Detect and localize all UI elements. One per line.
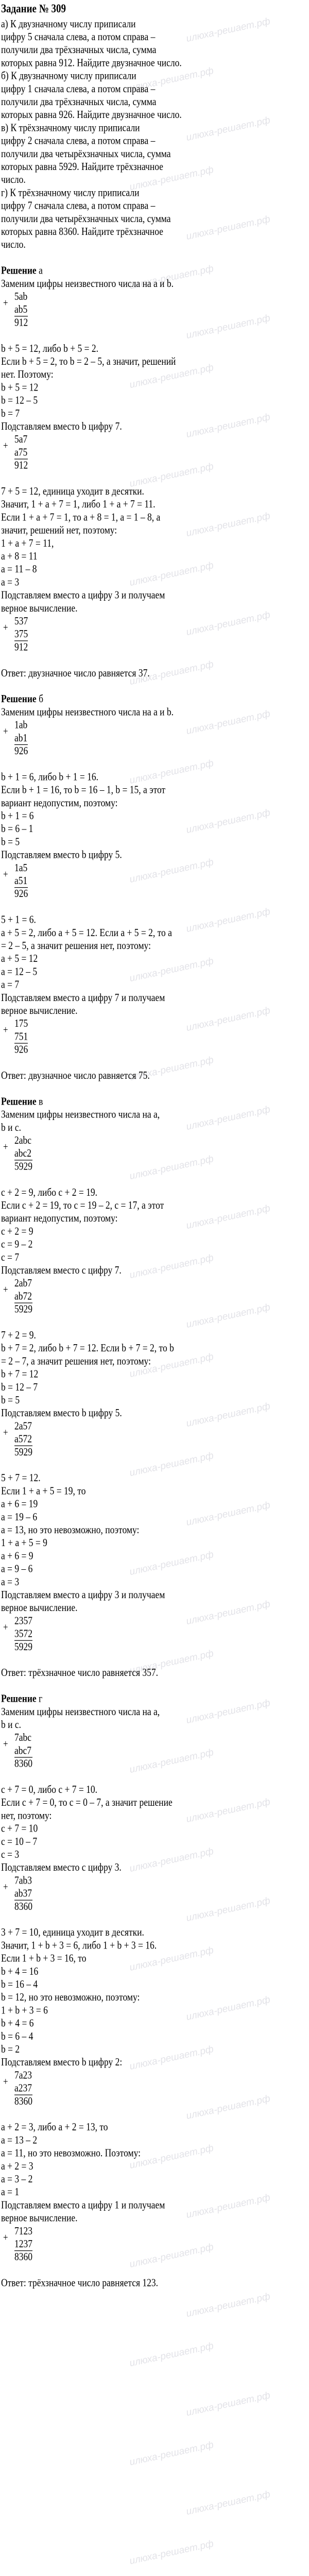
text-line: b = 5 xyxy=(1,835,20,848)
column-addend-first xyxy=(0,1277,309,1295)
watermark: илюха-решает.рф xyxy=(185,1301,271,1331)
text-line: получили два трёхзначных числа, сумма xyxy=(1,95,157,108)
sum-value: 912 xyxy=(14,640,28,653)
solution-heading-label: Решение xyxy=(1,1095,39,1108)
text-line: Подставляем вместо a цифру 7 и получаем xyxy=(1,991,165,1004)
plus-sign: + xyxy=(3,1141,8,1153)
spacer xyxy=(0,1679,309,1692)
column-sum xyxy=(0,2250,309,2263)
text-line: Если b + 5 = 2, то b = 2 – 5, а значит, решений xyxy=(1,354,176,367)
text-line: Если 1 + b + 3 = 16, то xyxy=(1,1952,87,1964)
text-line: число. xyxy=(1,238,26,251)
column-addend-first xyxy=(0,2224,309,2243)
text-line: которых равна 5929. Найдите трёхзначное xyxy=(1,160,163,173)
column-sum xyxy=(0,887,309,900)
watermark: илюха-решает.рф xyxy=(128,1549,215,1578)
watermark: илюха-решает.рф xyxy=(185,609,271,638)
column-addend-second: a572 xyxy=(14,1432,32,1445)
text-line: цифру 7 сначала слева, а потом справа – xyxy=(1,199,156,212)
watermark: илюха-решает.рф xyxy=(128,164,215,193)
text-line: Подставляем вместо b цифру 5. xyxy=(1,848,122,861)
watermark: илюха-решает.рф xyxy=(185,1202,271,1232)
spacer xyxy=(0,1459,309,1471)
watermark: илюха-решает.рф xyxy=(185,1895,271,1924)
column-addend-second: ab72 xyxy=(14,1290,32,1302)
text-line: 3 + 7 = 10, единица уходит в десятки. xyxy=(1,1926,144,1939)
watermark: илюха-решает.рф xyxy=(128,560,215,589)
text-line: b и c. xyxy=(1,1121,22,1133)
solution-heading xyxy=(0,1692,309,1705)
text-line: Ответ: трёхзначное число равняется 357. xyxy=(1,1666,159,1679)
column-addend-second: ab1 xyxy=(14,731,28,744)
spacer xyxy=(0,1082,309,1095)
text-line: c = 10 – 7 xyxy=(1,1835,38,1848)
text-line: c = 3 xyxy=(1,1848,20,1860)
text-line: b + 1 = 6, либо b + 1 = 16. xyxy=(1,770,98,783)
column-addend-first xyxy=(0,1614,309,1633)
column-addend-second: 1237 xyxy=(14,2237,32,2250)
text-line: значит, решений нет, поэтому: xyxy=(1,523,117,536)
watermark: илюха-решает.рф xyxy=(185,906,271,935)
watermark: илюха-решает.рф xyxy=(128,1944,215,1974)
spacer xyxy=(0,1653,309,1666)
text-line: Заменим цифры неизвестного числа на a, xyxy=(1,1705,160,1718)
text-line: b = 5 xyxy=(1,1393,20,1406)
text-line: вариант недопустим, поэтому: xyxy=(1,1212,118,1224)
column-sum xyxy=(0,1302,309,1315)
sum-value: 5929 xyxy=(14,1445,32,1458)
text-line: b = 16 – 4 xyxy=(1,1977,38,1990)
text-line: Если 1 + a + 7 = 1, то a + 8 = 1, a = 1 – 8, а xyxy=(1,511,161,523)
column-addend-second: a75 xyxy=(14,446,28,459)
text-line: которых равна 912. Найдите двузначное число. xyxy=(1,56,182,69)
text-line: a = 12 – 5 xyxy=(1,965,38,978)
sum-value: 926 xyxy=(14,1043,28,1056)
watermark: илюха-решает.рф xyxy=(185,2488,271,2518)
column-addend-first xyxy=(0,1731,309,1750)
addend-value: 1ab xyxy=(14,718,28,731)
solution-heading-part: а xyxy=(39,264,43,277)
solution-heading-part: б xyxy=(39,692,43,705)
spacer xyxy=(0,680,309,692)
text-line: b + 5 = 12 xyxy=(1,381,39,394)
column-addend-second: 375 xyxy=(14,628,28,640)
text-line: a + 2 = 3, либо a + 2 = 13, то xyxy=(1,2121,108,2133)
text-line: b = 2 xyxy=(1,2042,20,2055)
watermark: илюха-решает.рф xyxy=(185,2291,271,2320)
addend-value: 5ab xyxy=(14,290,28,302)
watermark: илюха-решает.рф xyxy=(128,856,215,886)
column-sum xyxy=(0,459,309,471)
addend-value: 537 xyxy=(14,614,28,627)
watermark: илюха-решает.рф xyxy=(128,2142,215,2172)
text-line: b = 7 xyxy=(1,406,20,419)
text-line: получили два трёхзначных числа, сумма xyxy=(1,43,157,56)
plus-sign: + xyxy=(3,2231,8,2243)
watermark: илюха-решает.рф xyxy=(185,1598,271,1628)
solution-heading-part: в xyxy=(39,1095,43,1108)
column-sum xyxy=(0,1900,309,1913)
column-addend-second: 751 xyxy=(14,1030,28,1043)
text-line: нет. Поэтому: xyxy=(1,368,54,380)
watermark: илюха-решает.рф xyxy=(185,1796,271,1825)
spacer xyxy=(0,2263,309,2276)
plus-sign: + xyxy=(3,1621,8,1633)
text-line: c + 2 = 9 xyxy=(1,1225,33,1238)
watermark: илюха-решает.рф xyxy=(185,2093,271,2122)
column-addend-first xyxy=(0,433,309,452)
plus-sign: + xyxy=(3,868,8,880)
text-line: верное вычисление. xyxy=(1,1601,78,1614)
plus-sign: + xyxy=(3,621,8,633)
text-line: которых равна 8360. Найдите трёхзначное xyxy=(1,225,163,238)
column-sum xyxy=(0,1043,309,1056)
column-addend-second: abc7 xyxy=(14,1744,32,1757)
text-line: г) К трёхзначному числу приписали xyxy=(1,186,140,199)
text-line: Значит, 1 + a + 7 = 1, либо 1 + a + 7 = 11. xyxy=(1,498,156,511)
text-line: Заменим цифры неизвестного числа на a и b. xyxy=(1,705,174,718)
addend-value: 5a7 xyxy=(14,433,28,446)
watermark: илюха-решает.рф xyxy=(128,1450,215,1479)
addend-value: 7ab3 xyxy=(14,1874,32,1887)
sum-value: 926 xyxy=(14,744,28,757)
solution-heading-label: Решение xyxy=(1,692,39,705)
text-line: b = 6 – 1 xyxy=(1,822,33,835)
text-line: Если c + 2 = 19, то c = 19 – 2, c = 17, а этот xyxy=(1,1198,164,1211)
text-line: b = 12 – 5 xyxy=(1,394,38,406)
text-line: = 2 – 5, а значит решения нет, поэтому: xyxy=(1,939,151,952)
text-line: получили два четырёхзначных числа, сумма xyxy=(1,212,171,225)
watermark: илюха-решает.рф xyxy=(128,658,215,688)
text-line: b + 1 = 6 xyxy=(1,809,34,822)
text-line: Подставляем вместо a цифру 1 и получаем xyxy=(1,2198,165,2211)
text-line: a = 19 – 6 xyxy=(1,1510,38,1523)
text-line: 5 + 1 = 6. xyxy=(1,913,36,926)
solution-heading xyxy=(0,692,309,705)
sum-value: 926 xyxy=(14,887,28,900)
text-line: a = 3 xyxy=(1,1575,20,1588)
text-line: Если c + 7 = 0, то c = 0 – 7, а значит решение xyxy=(1,1796,173,1809)
watermark: илюха-решает.рф xyxy=(128,461,215,490)
watermark: илюха-решает.рф xyxy=(128,2043,215,2073)
addend-value: 2ab7 xyxy=(14,1277,32,1289)
text-line: 5 + 7 = 12. xyxy=(1,1471,41,1484)
plus-sign: + xyxy=(3,725,8,737)
addend-value: 2a57 xyxy=(14,1419,32,1432)
text-line: a + 5 = 12 xyxy=(1,952,38,965)
text-line: 7 + 2 = 9. xyxy=(1,1328,36,1341)
watermark: илюха-решает.рф xyxy=(128,1845,215,1875)
spacer xyxy=(0,1173,309,1185)
column-addend-first xyxy=(0,1874,309,1893)
watermark: илюха-решает.рф xyxy=(185,114,271,144)
text-line: цифру 5 сначала слева, а потом справа – xyxy=(1,30,156,43)
watermark: илюха-решает.рф xyxy=(185,708,271,737)
text-line: 1 + a + 7 = 11, xyxy=(1,536,54,549)
addend-value: 7123 xyxy=(14,2224,32,2237)
text-line: 7 + 5 = 12, единица уходит в десятки. xyxy=(1,484,144,497)
sum-value: 8360 xyxy=(14,1900,32,1912)
watermark: илюха-решает.рф xyxy=(185,1400,271,1430)
solution-heading-label: Решение xyxy=(1,1692,39,1705)
text-line: a + 2 = 3 xyxy=(1,2159,33,2172)
column-addend-second: 3572 xyxy=(14,1627,32,1640)
text-line: Подставляем вместо a цифру 3 и получаем xyxy=(1,1588,165,1601)
sum-value: 8360 xyxy=(14,2094,32,2107)
spacer xyxy=(0,1770,309,1783)
text-line: b = 6 – 4 xyxy=(1,2029,33,2042)
text-line: вариант недопустим, поэтому: xyxy=(1,796,118,809)
spacer xyxy=(0,472,309,485)
plus-sign: + xyxy=(3,1024,8,1036)
column-sum xyxy=(0,1757,309,1770)
spacer xyxy=(0,1056,309,1069)
text-line: верное вычисление. xyxy=(1,1004,78,1016)
spacer xyxy=(0,757,309,770)
watermark: илюха-решает.рф xyxy=(185,1104,271,1133)
text-line: b = 12, но это невозможно, поэтому: xyxy=(1,1991,140,2004)
watermark: илюха-решает.рф xyxy=(185,510,271,539)
text-line: a + 6 = 19 xyxy=(1,1497,38,1510)
text-line: получили два четырёхзначных числа, сумма xyxy=(1,147,171,160)
watermark: илюха-решает.рф xyxy=(185,1005,271,1034)
text-line: Подставляем вместо b цифру 2: xyxy=(1,2056,123,2069)
watermark: илюха-решает.рф xyxy=(128,1252,215,1281)
text-line: b и c. xyxy=(1,1718,22,1731)
text-line: c = 7 xyxy=(1,1250,20,1263)
sum-value: 8360 xyxy=(14,2250,32,2263)
watermark: илюха-решает.рф xyxy=(185,1499,271,1529)
text-line: b + 4 = 16 xyxy=(1,1964,39,1977)
watermark: илюха-решает.рф xyxy=(185,2389,271,2419)
watermark: илюха-решает.рф xyxy=(185,1697,271,1726)
column-addend-second: abc2 xyxy=(14,1147,32,1159)
text-line: Если b + 1 = 16, то b = 16 – 1, b = 15, а этот xyxy=(1,783,166,796)
column-sum xyxy=(0,2095,309,2108)
text-line: a = 9 – 6 xyxy=(1,1562,33,1575)
text-line: b + 7 = 12 xyxy=(1,1367,39,1380)
text-line: которых равна 926. Найдите двузначное число. xyxy=(1,108,182,121)
text-line: Заменим цифры неизвестного числа на a, xyxy=(1,1108,160,1121)
watermark: илюха-решает.рф xyxy=(185,1994,271,2023)
plus-sign: + xyxy=(3,1283,8,1295)
text-line: c + 2 = 9, либо c + 2 = 19. xyxy=(1,1185,98,1198)
text-line: a = 3 xyxy=(1,575,20,588)
column-sum xyxy=(0,744,309,757)
text-line: б) К двузначному числу приписали xyxy=(1,69,136,82)
watermark: илюха-решает.рф xyxy=(128,263,215,292)
solution-heading-label: Решение xyxy=(1,264,39,277)
page-title: Задание № 309 xyxy=(1,2,66,16)
text-line: Если 1 + a + 5 = 19, то xyxy=(1,1484,86,1497)
watermark: илюха-решает.рф xyxy=(128,65,215,94)
text-line: = 2 – 7, а значит решения нет, поэтому: xyxy=(1,1354,151,1367)
watermark: илюха-решает.рф xyxy=(128,2439,215,2468)
text-line: b + 5 = 12, либо b + 5 = 2. xyxy=(1,342,98,354)
sum-value: 5929 xyxy=(14,1640,32,1653)
column-addend-second: a51 xyxy=(14,874,28,887)
text-line: a + 6 = 9 xyxy=(1,1549,33,1562)
watermark: илюха-решает.рф xyxy=(128,1747,215,1776)
text-line: c + 7 = 10 xyxy=(1,1822,38,1835)
spacer xyxy=(0,900,309,913)
watermark: илюха-решает.рф xyxy=(185,312,271,342)
solution-heading xyxy=(0,1095,309,1108)
text-line: Ответ: трёхзначное число равняется 123. xyxy=(1,2276,159,2289)
text-line: Подставляем вместо b цифру 7. xyxy=(1,419,122,432)
column-addend-first xyxy=(0,1419,309,1438)
column-addend-second: ab37 xyxy=(14,1887,32,1900)
watermark: илюха-решает.рф xyxy=(128,1351,215,1380)
text-line: Подставляем вместо c цифру 7. xyxy=(1,1263,122,1276)
text-line: b + 7 = 2, либо b + 7 = 12. Если b + 7 = 2, то b xyxy=(1,1342,174,1354)
text-line: a = 13 – 2 xyxy=(1,2133,38,2146)
text-line: 1 + b + 3 = 6 xyxy=(1,2004,48,2016)
text-line: верное вычисление. xyxy=(1,601,78,614)
text-line: Подставляем вместо a цифру 3 и получаем xyxy=(1,588,165,601)
watermark: илюха-решает.рф xyxy=(128,1054,215,1083)
watermark: илюха-решает.рф xyxy=(185,411,271,440)
text-line: c + 7 = 0, либо c + 7 = 10. xyxy=(1,1783,98,1795)
text-line: a + 5 = 2, либо a + 5 = 12. Если a + 5 = 2, то a xyxy=(1,926,172,939)
watermark: илюха-решает.рф xyxy=(128,1648,215,1677)
text-line: верное вычисление. xyxy=(1,2211,78,2224)
column-sum xyxy=(0,316,309,329)
spacer xyxy=(0,329,309,342)
plus-sign: + xyxy=(3,1426,8,1438)
text-line: а) К двузначному числу приписали xyxy=(1,17,136,30)
sum-value: 5929 xyxy=(14,1302,32,1315)
addend-value: 1a5 xyxy=(14,861,28,874)
watermark: илюха-решает.рф xyxy=(128,362,215,391)
text-line: нет, поэтому: xyxy=(1,1809,52,1822)
text-line: Подставляем вместо c цифру 3. xyxy=(1,1861,122,1874)
sum-value: 8360 xyxy=(14,1757,32,1770)
watermark: илюха-решает.рф xyxy=(185,2192,271,2221)
watermark: илюха-решает.рф xyxy=(128,955,215,985)
text-line: цифру 2 сначала слева, а потом справа – xyxy=(1,134,156,147)
watermark: илюха-решает.рф xyxy=(185,15,271,45)
addend-value: 7abc xyxy=(14,1731,32,1744)
addend-value: 2357 xyxy=(14,1614,32,1627)
column-addend-second: ab5 xyxy=(14,303,28,315)
column-sum xyxy=(0,1446,309,1459)
watermark: илюха-решает.рф xyxy=(128,2340,215,2369)
text-line: a = 11, но это невозможно. Поэтому: xyxy=(1,2146,141,2159)
plus-sign: + xyxy=(3,1738,8,1750)
solution-heading xyxy=(0,264,309,277)
sum-value: 912 xyxy=(14,316,28,329)
text-line: Ответ: двузначное число равняется 37. xyxy=(1,666,150,679)
text-line: Заменим цифры неизвестного числа на a и b. xyxy=(1,277,174,290)
watermark: илюха-решает.рф xyxy=(128,1153,215,1182)
watermark: илюха-решает.рф xyxy=(185,213,271,243)
text-line: Подставляем вместо b цифру 5. xyxy=(1,1406,122,1419)
column-sum xyxy=(0,1160,309,1173)
text-line: c = 9 – 2 xyxy=(1,1238,33,1250)
plus-sign: + xyxy=(3,2075,8,2088)
column-sum xyxy=(0,1640,309,1653)
plus-sign: + xyxy=(3,1880,8,1893)
sum-value: 912 xyxy=(14,459,28,471)
text-line: a + 8 = 11 xyxy=(1,549,38,562)
text-line: a = 1 xyxy=(1,2185,20,2198)
text-line: цифру 1 сначала слева, а потом справа – xyxy=(1,82,156,95)
text-line: a = 3 – 2 xyxy=(1,2172,33,2185)
watermark: илюха-решает.рф xyxy=(128,2538,215,2567)
plus-sign: + xyxy=(3,297,8,309)
watermark: илюха-решает.рф xyxy=(128,2241,215,2270)
column-addend-second: a237 xyxy=(14,2081,32,2094)
sum-value: 5929 xyxy=(14,1160,32,1173)
column-sum xyxy=(0,640,309,653)
plus-sign: + xyxy=(3,439,8,452)
text-line: b + 4 = 6 xyxy=(1,2016,34,2029)
text-line: число. xyxy=(1,173,26,185)
spacer xyxy=(0,2108,309,2121)
addend-value: 7a23 xyxy=(14,2069,32,2081)
solution-heading-part: г xyxy=(39,1692,43,1705)
text-line: a = 13, но это невозможно, поэтому: xyxy=(1,1523,140,1536)
text-line: Ответ: двузначное число равняется 75. xyxy=(1,1069,150,1081)
watermark: илюха-решает.рф xyxy=(128,757,215,787)
spacer xyxy=(0,1913,309,1926)
addend-value: 2abc xyxy=(14,1133,32,1146)
text-line: a = 7 xyxy=(1,978,20,991)
addend-value: 175 xyxy=(14,1017,28,1030)
spacer xyxy=(0,251,309,264)
watermark: илюха-решает.рф xyxy=(185,807,271,836)
text-line: Значит, 1 + b + 3 = 6, либо 1 + b + 3 = 16. xyxy=(1,1939,157,1952)
text-line: 1 + a + 5 = 9 xyxy=(1,1536,47,1549)
text-line: в) К трёхзначному числу приписали xyxy=(1,121,140,134)
text-line: a = 11 – 8 xyxy=(1,563,37,575)
spacer xyxy=(0,1316,309,1329)
spacer xyxy=(0,653,309,666)
text-line: b = 12 – 7 xyxy=(1,1380,38,1393)
